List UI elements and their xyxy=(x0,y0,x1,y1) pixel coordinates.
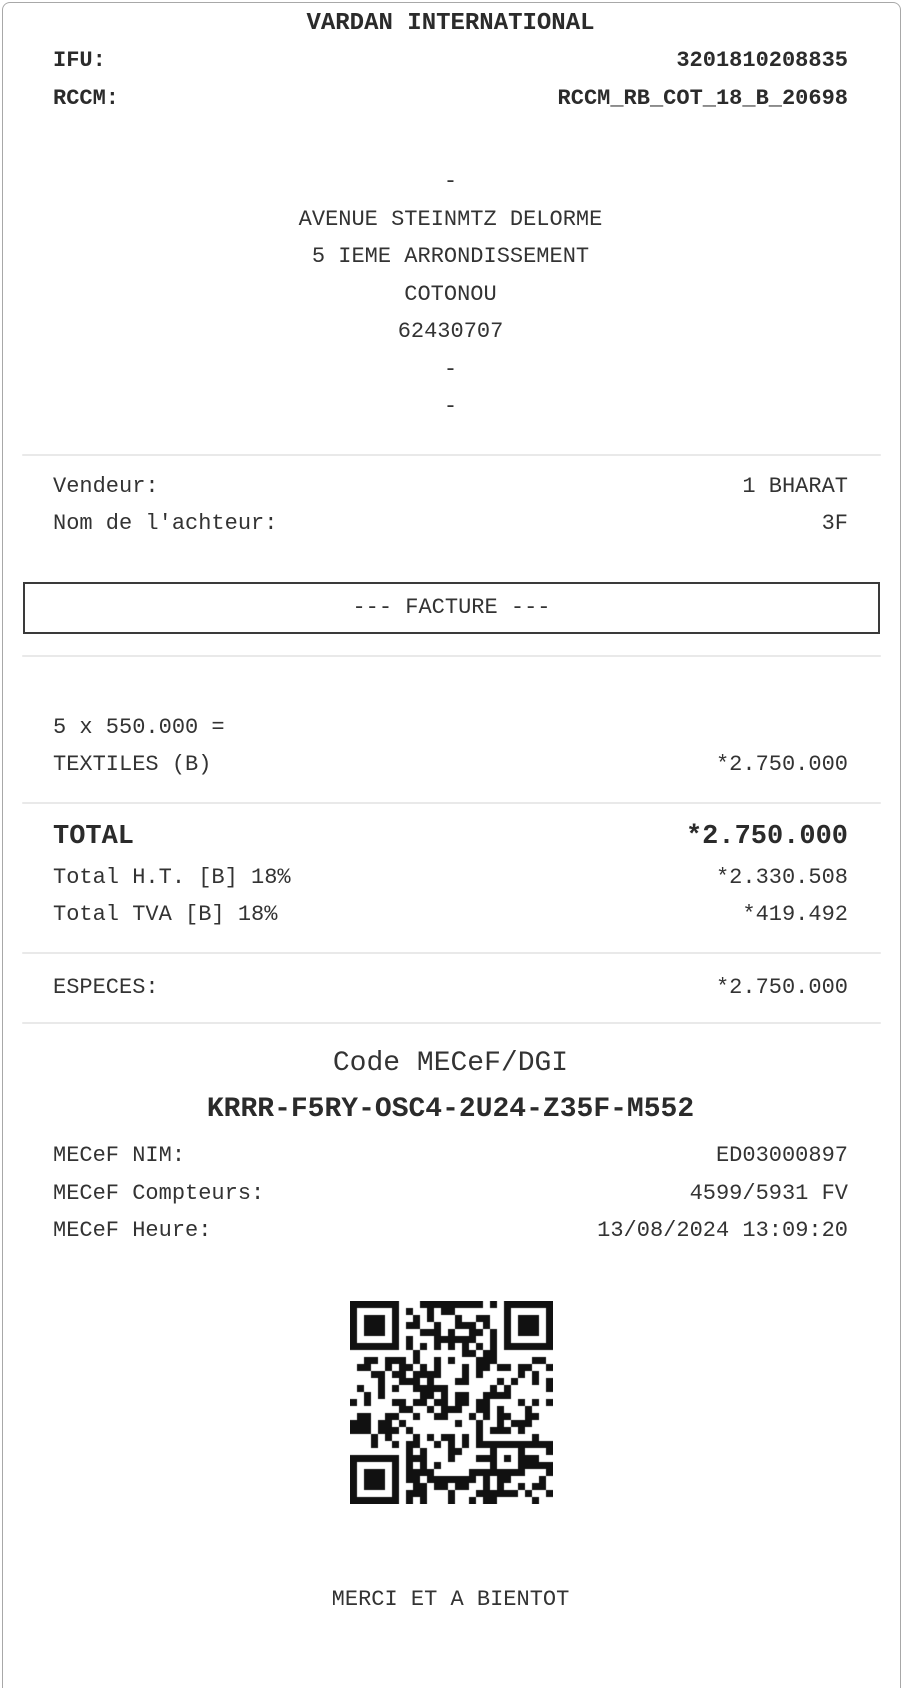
address-line: COTONOU xyxy=(404,281,497,307)
address-block xyxy=(3,163,900,426)
buyer-value: 3F xyxy=(821,511,848,536)
divider xyxy=(22,952,881,954)
total-value: *2.750.000 xyxy=(685,821,848,852)
ifu-value: 3201810208835 xyxy=(676,48,848,73)
divider xyxy=(22,655,881,657)
parties-block xyxy=(3,468,900,543)
address-line: 62430707 xyxy=(397,319,504,344)
qr-code-container xyxy=(3,1301,900,1504)
total-row xyxy=(3,815,900,859)
mecef-details-block xyxy=(3,1137,900,1250)
divider xyxy=(22,454,881,456)
vendor-row xyxy=(3,468,900,506)
divider xyxy=(22,802,881,804)
mecef-nim-label: MECeF NIM: xyxy=(53,1143,186,1168)
rccm-row xyxy=(3,80,900,118)
mecef-nim-row xyxy=(3,1137,900,1175)
buyer-row xyxy=(3,505,900,543)
mecef-compteurs-row xyxy=(3,1175,900,1213)
store-name: VARDAN INTERNATIONAL xyxy=(306,10,595,37)
qr-code-image xyxy=(350,1301,553,1504)
mecef-compteurs-label: MECeF Compteurs: xyxy=(53,1180,265,1206)
address-line: AVENUE STEINMTZ DELORME xyxy=(298,206,603,232)
total-label: TOTAL xyxy=(53,821,135,852)
address-line: 5 IEME ARRONDISSEMENT xyxy=(311,244,590,269)
total-ht-value: *2.330.508 xyxy=(715,864,848,890)
mecef-section-title: Code MECeF/DGI xyxy=(332,1048,569,1079)
mecef-code: KRRR-F5RY-OSC4-2U24-Z35F-M552 xyxy=(206,1094,695,1125)
vendor-value: 1 BHARAT xyxy=(742,473,848,499)
facture-title-box xyxy=(23,582,880,634)
payment-row xyxy=(3,969,900,1007)
item-amount: *2.750.000 xyxy=(715,752,848,777)
doc-title: --- FACTURE --- xyxy=(352,595,551,620)
payment-value: *2.750.000 xyxy=(715,974,848,1000)
total-ht-label: Total H.T. [B] 18% xyxy=(53,864,291,890)
mecef-nim-value: ED03000897 xyxy=(715,1143,848,1168)
item-name: TEXTILES (B) xyxy=(53,752,212,777)
items-block xyxy=(3,709,900,784)
address-line: - xyxy=(443,394,458,419)
mecef-heure-label: MECeF Heure: xyxy=(53,1218,212,1243)
vendor-label: Vendeur: xyxy=(53,473,159,499)
mecef-heure-value: 13/08/2024 13:09:20 xyxy=(597,1218,848,1243)
mecef-compteurs-value: 4599/5931 FV xyxy=(689,1180,848,1206)
total-tva-row xyxy=(3,896,900,934)
total-tva-label: Total TVA [B] 18% xyxy=(53,902,278,927)
address-line: - xyxy=(443,356,458,382)
item-qty-line xyxy=(3,709,900,747)
rccm-value: RCCM_RB_COT_18_B_20698 xyxy=(557,85,848,111)
payment-label: ESPECES: xyxy=(53,974,159,1000)
divider xyxy=(22,1022,881,1024)
ifu-row xyxy=(3,42,900,80)
item-qty-text: 5 x 550.000 = xyxy=(53,714,225,740)
receipt-card xyxy=(2,2,901,1688)
total-ht-row xyxy=(3,859,900,897)
item-row xyxy=(3,746,900,784)
footer-message: MERCI ET A BIENTOT xyxy=(331,1586,570,1612)
ifu-label: IFU: xyxy=(53,48,106,73)
address-line: - xyxy=(443,169,458,194)
rccm-label: RCCM: xyxy=(53,85,120,111)
mecef-heure-row xyxy=(3,1212,900,1250)
buyer-label: Nom de l'achteur: xyxy=(53,511,278,536)
total-tva-value: *419.492 xyxy=(742,902,848,927)
